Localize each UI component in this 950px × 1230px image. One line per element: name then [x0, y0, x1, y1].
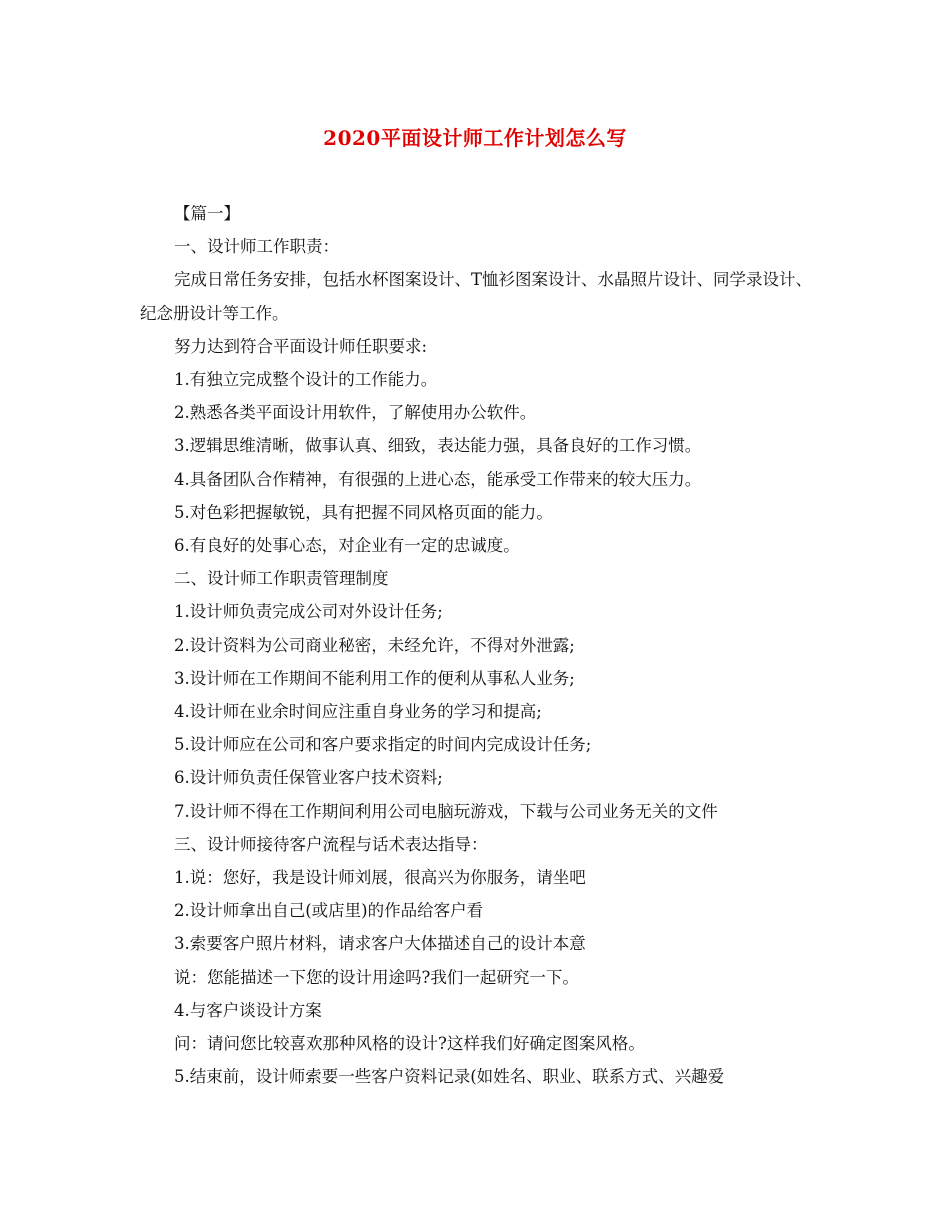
- document-body: [140, 197, 820, 1093]
- list-item: 3.逻辑思维清晰，做事认真、细致，表达能力强，具备良好的工作习惯。: [174, 436, 702, 456]
- list-item: 5.设计师应在公司和客户要求指定的时间内完成设计任务;: [174, 735, 592, 755]
- list-item: 3.设计师在工作期间不能利用工作的便利从事私人业务;: [174, 668, 575, 688]
- list-item: 3.索要客户照片材料，请求客户大体描述自己的设计本意: [174, 934, 586, 954]
- paragraph: 努力达到符合平面设计师任职要求:: [174, 336, 428, 356]
- list-item: 5.对色彩把握敏锐，具有把握不同风格页面的能力。: [174, 502, 553, 522]
- list-item: 1.说：您好，我是设计师刘展，很高兴为你服务，请坐吧: [174, 868, 586, 888]
- paragraph: 说：您能描述一下您的设计用途吗?我们一起研究一下。: [174, 967, 579, 987]
- section-heading: 【篇一】: [174, 204, 240, 223]
- list-item: 6.有良好的处事心态，对企业有一定的忠诚度。: [174, 536, 520, 556]
- list-item: 5.结束前，设计师索要一些客户资料记录(如姓名、职业、联系方式、兴趣爱: [174, 1067, 725, 1087]
- list-item: 1.有独立完成整个设计的工作能力。: [174, 370, 438, 390]
- section-heading: 二、设计师工作职责管理制度: [174, 569, 389, 589]
- list-item: 6.设计师负责任保管业客户技术资料;: [174, 768, 443, 788]
- paragraph: 完成日常任务安排，包括水杯图案设计、T恤衫图案设计、水晶照片设计、同学录设计、纪念册设计等工作。: [140, 270, 813, 323]
- document-title: 2020平面设计师工作计划怎么写: [323, 126, 627, 150]
- list-item: 4.设计师在业余时间应注重自身业务的学习和提高;: [174, 702, 542, 722]
- list-item: 4.具备团队合作精神，有很强的上进心态，能承受工作带来的较大压力。: [174, 469, 702, 489]
- list-item: 2.熟悉各类平面设计用软件，了解使用办公软件。: [174, 403, 537, 423]
- section-heading: 一、设计师工作职责：: [174, 237, 339, 257]
- list-item: 4.与客户谈设计方案: [174, 1000, 322, 1020]
- paragraph: 问：请问您比较喜欢那种风格的设计?这样我们好确定图案风格。: [174, 1034, 645, 1054]
- section-heading: 三、设计师接待客户流程与话术表达指导：: [174, 834, 488, 854]
- list-item: 1.设计师负责完成公司对外设计任务;: [174, 602, 443, 622]
- list-item: 7.设计师不得在工作期间利用公司电脑玩游戏，下载与公司业务无关的文件: [174, 801, 718, 821]
- list-item: 2.设计师拿出自己(或店里)的作品给客户看: [174, 901, 484, 921]
- list-item: 2.设计资料为公司商业秘密，未经允许，不得对外泄露;: [174, 635, 575, 655]
